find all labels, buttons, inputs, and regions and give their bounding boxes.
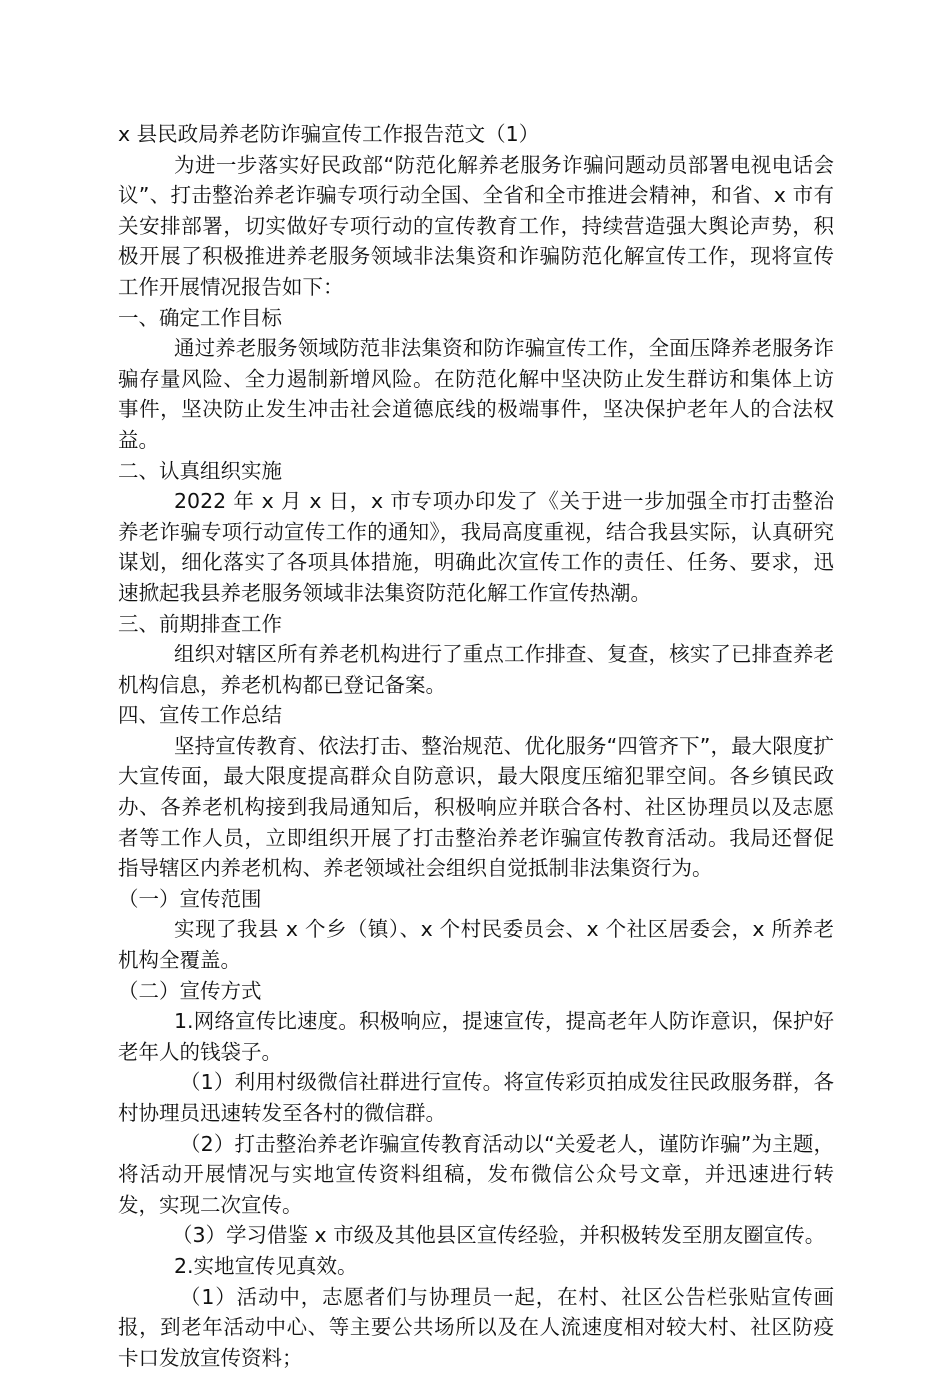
subsection-1-heading: （一）宣传范围 bbox=[118, 886, 262, 911]
section-4-paragraph: 坚持宣传教育、依法打击、整治规范、优化服务“四管齐下”，最大限度扩大宣传面，最大限度提高群众自防意识，最大限度压缩犯罪空间。各乡镇民政办、各养老机构接到我局通知后，积极响应并联合各村、社区协理员以及志愿者等工作人员，立即组织开展了打击整治养老诈骗宣传教育活动。我局还督促指导辖区内养老机构、养老领域社会组织自觉抵制非法集资行为。 bbox=[118, 733, 834, 881]
item-1-paragraph: 1.网络宣传比速度。积极响应，提速宣传，提高老年人防诈意识，保护好老年人的钱袋子。 bbox=[118, 1009, 834, 1064]
section-1-paragraph: 通过养老服务领域防范非法集资和防诈骗宣传工作，全面压降养老服务诈骗存量风险、全力遏制新增风险。在防范化解中坚决防止发生群访和集体上访事件，坚决防止发生冲击社会道德底线的极端事件，坚决保护老年人的合法权益。 bbox=[118, 336, 834, 452]
subsection-1-paragraph: 实现了我县 x 个乡（镇）、x 个村民委员会、x 个社区居委会，x 所养老机构全覆盖。 bbox=[118, 917, 834, 973]
subsection-2-heading: （二）宣传方式 bbox=[118, 978, 262, 1003]
section-2-paragraph: 2022 年 x 月 x 日，x 市专项办印发了《关于进一步加强全市打击整治养老诈骗专项行动宣传工作的通知》，我局高度重视，结合我县实际，认真研究谋划，细化落实了各项具体措施，明确此次宣传工作的责任、任务、要求，迅速掀起我县养老服务领域非法集资防范化解工作宣传热潮。 bbox=[118, 489, 834, 605]
section-3-heading: 三、前期排查工作 bbox=[118, 611, 282, 636]
intro-paragraph: 为进一步落实好民政部“防范化解养老服务诈骗问题动员部署电视电话会议”、打击整治养老诈骗专项行动全国、全省和全市推进会精神，和省、x 市有关安排部署，切实做好专项行动的宣传教育工作，持续营造强大舆论声势，积极开展了积极推进养老服务领域非法集资和诈骗防范化解宣传工作，现将宣传工作开展情况报告如下： bbox=[118, 152, 834, 299]
item-1-3-paragraph: （3）学习借鉴 x 市级及其他县区宣传经验，并积极转发至朋友圈宣传。 bbox=[172, 1223, 826, 1248]
item-2-paragraph: 2.实地宣传见真效。 bbox=[174, 1253, 358, 1278]
item-2-1-paragraph: （1）活动中，志愿者们与协理员一起，在村、社区公告栏张贴宣传画报，到老年活动中心、等主要公共场所以及在人流速度相对较大村、社区防疫卡口发放宣传资料； bbox=[118, 1284, 834, 1370]
document-title: x 县民政局养老防诈骗宣传工作报告范文（1） bbox=[118, 122, 540, 146]
section-2-heading: 二、认真组织实施 bbox=[118, 458, 282, 483]
document-body bbox=[118, 119, 834, 1373]
item-1-2-paragraph: （2）打击整治养老诈骗宣传教育活动以“关爱老人，谨防诈骗”为主题，将活动开展情况与实地宣传资料组稿，发布微信公众号文章，并迅速进行转发，实现二次宣传。 bbox=[118, 1131, 834, 1217]
section-4-heading: 四、宣传工作总结 bbox=[118, 703, 282, 728]
section-3-paragraph: 组织对辖区所有养老机构进行了重点工作排查、复查，核实了已排查养老机构信息，养老机构都已登记备案。 bbox=[118, 642, 834, 697]
section-1-heading: 一、确定工作目标 bbox=[118, 305, 282, 330]
item-1-1-paragraph: （1）利用村级微信社群进行宣传。将宣传彩页拍成发往民政服务群，各村协理员迅速转发至各村的微信群。 bbox=[118, 1070, 834, 1125]
